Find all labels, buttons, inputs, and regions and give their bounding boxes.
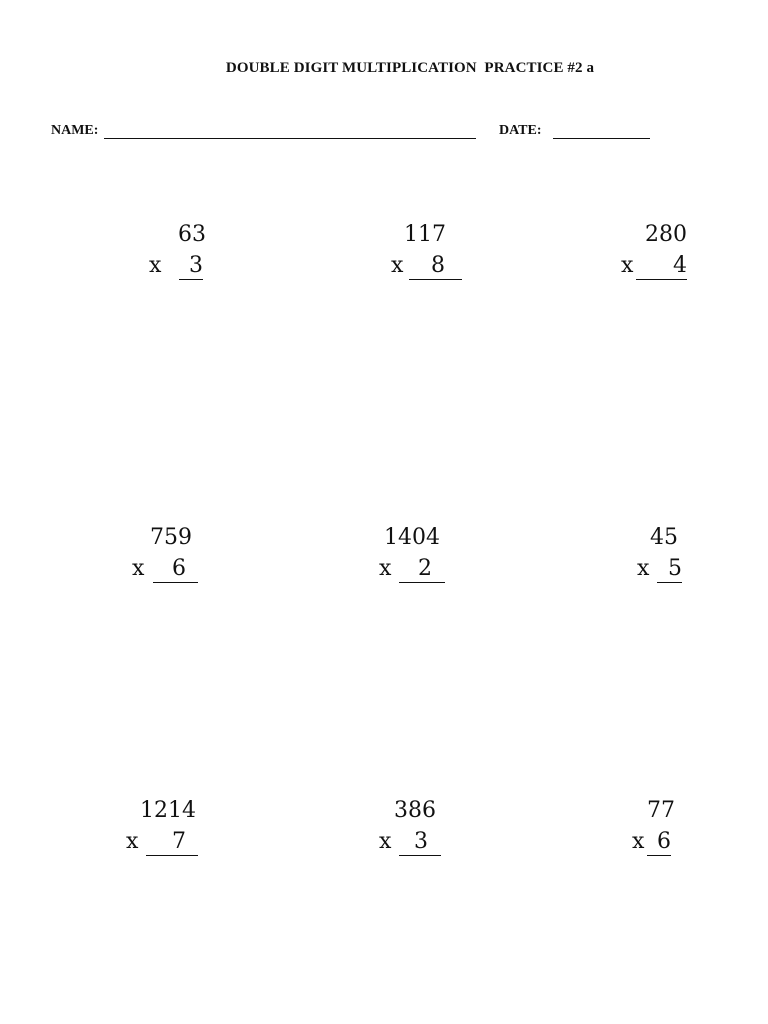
multiplicand: 63 (178, 222, 206, 247)
date-label: DATE: (499, 123, 542, 138)
times-sign: x (391, 253, 404, 278)
times-sign: x (126, 829, 139, 854)
multiplicand: 45 (650, 525, 678, 550)
multiplicand: 386 (394, 798, 436, 823)
times-sign: x (632, 829, 645, 854)
multiplier: 6 (647, 829, 671, 856)
times-sign: x (621, 253, 634, 278)
multiplier: 2 (399, 556, 445, 583)
multiplier: 3 (179, 253, 203, 280)
multiplicand: 77 (647, 798, 675, 823)
worksheet-title: DOUBLE DIGIT MULTIPLICATION PRACTICE #2 a (225, 60, 595, 76)
multiplicand: 1214 (140, 798, 196, 823)
multiplicand: 1404 (384, 525, 440, 550)
multiplier: 5 (657, 556, 682, 583)
multiplier: 7 (146, 829, 198, 856)
multiplier: 3 (399, 829, 441, 856)
name-field-line[interactable] (104, 138, 476, 139)
multiplicand: 759 (150, 525, 192, 550)
multiplicand: 117 (404, 222, 446, 247)
times-sign: x (149, 253, 162, 278)
times-sign: x (379, 556, 392, 581)
date-field-line[interactable] (553, 138, 650, 139)
multiplier: 6 (153, 556, 198, 583)
times-sign: x (637, 556, 650, 581)
times-sign: x (132, 556, 145, 581)
multiplier: 8 (409, 253, 462, 280)
times-sign: x (379, 829, 392, 854)
multiplicand: 280 (645, 222, 687, 247)
name-label: NAME: (51, 123, 99, 138)
multiplier: 4 (636, 253, 687, 280)
